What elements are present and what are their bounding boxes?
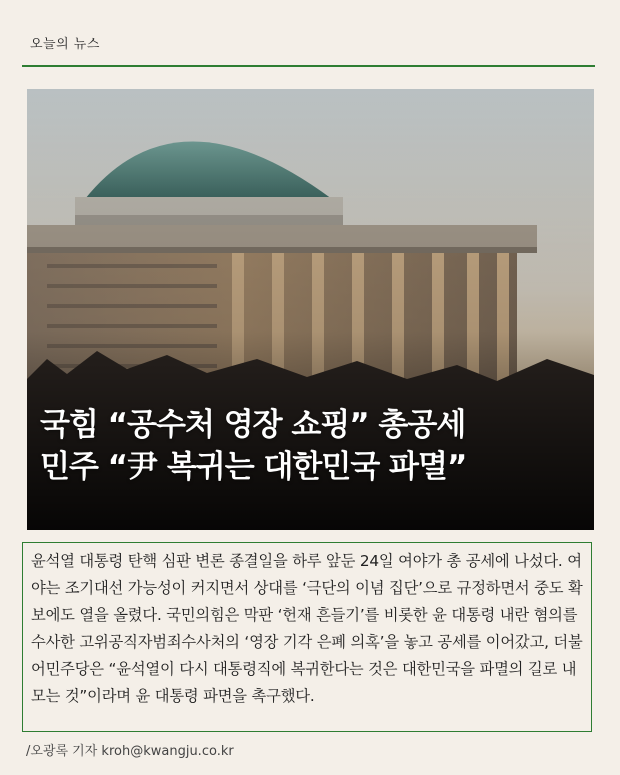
headline-line-2: 민주 “尹 복귀는 대한민국 파멸” — [40, 449, 467, 485]
byline: /오광록 기자 kroh@kwangju.co.kr — [26, 744, 234, 759]
headline-line-1: 국힘 “공수처 영장 쇼핑” 총공세 — [40, 407, 466, 443]
header-divider — [22, 65, 595, 67]
article-body: 윤석열 대통령 탄핵 심판 변론 종결일을 하루 앞둔 24일 여야가 총 공세에 나섰다. 여야는 조기대선 가능성이 커지면서 상대를 ‘극단의 이념 집단’으로 규정하면서 중도 확보에도 열을 올렸다. 국민의힘은 막판 ‘헌재 흔들기’를 비롯한 윤 대통령 내란 혐의를 수사한 고위공직자범죄수사처의 ‘영장 기각 은폐 의혹’을 놓고 공세를 이어갔고, 더불어민주당은 “윤석열이 다시 대통령직에 복귀한다는 것은 대한민국을 파멸의 길로 내모는 것”이라며 윤 대통령 파면을 촉구했다. — [22, 542, 592, 732]
brand-label: 오늘의 뉴스 — [30, 37, 100, 52]
